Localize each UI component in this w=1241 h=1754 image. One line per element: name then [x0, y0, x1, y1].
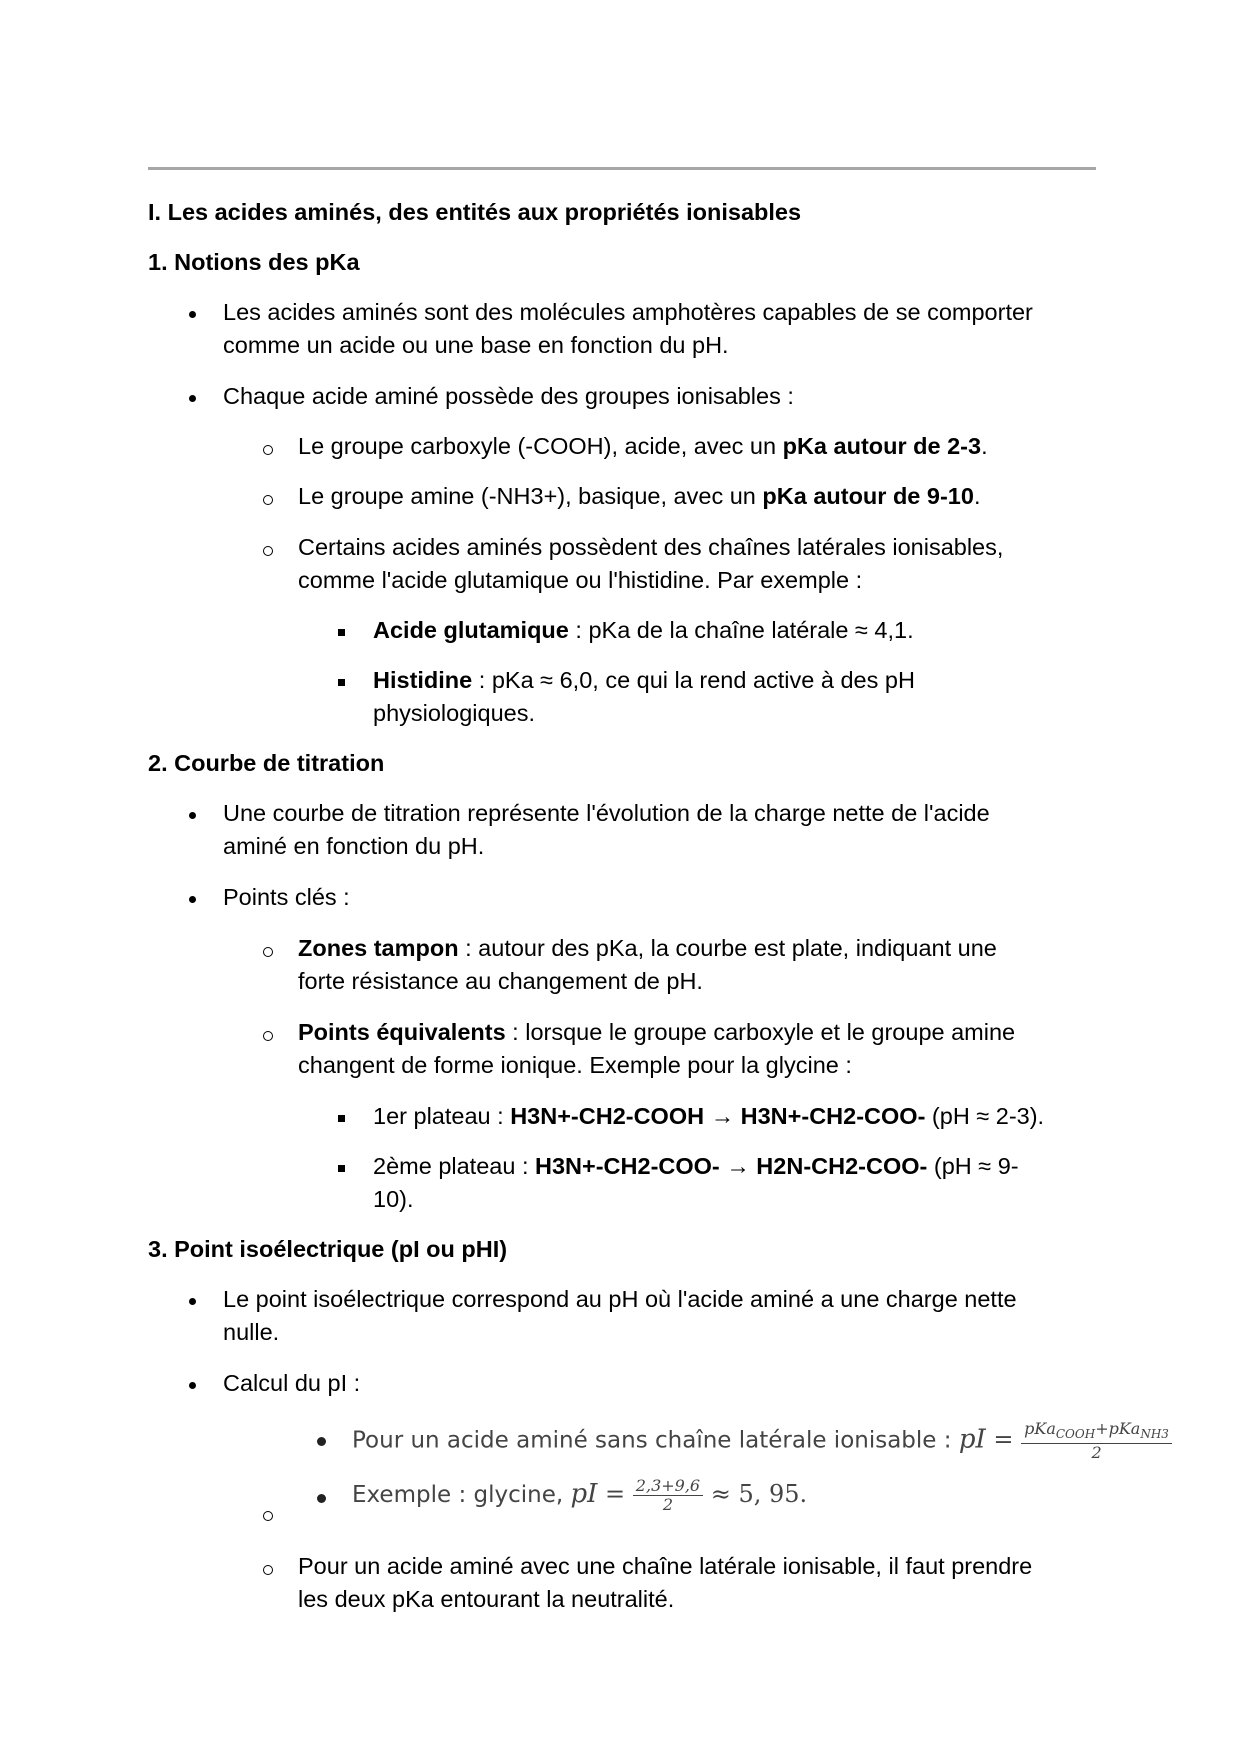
chaine-ionisable-line-2: les deux pKa entourant la neutralité.	[298, 1586, 675, 1612]
circle-bullet-icon	[263, 947, 273, 957]
zones-tampon-line-1: Zones tampon : autour des pKa, la courbe est plate, indiquant une	[298, 935, 997, 961]
plateau-1: 1er plateau : H3N+-CH2-COOH → H3N+-CH2-COO- (pH ≈ 2-3).	[373, 1103, 1045, 1129]
zones-tampon-line-2: forte résistance au changement de pH.	[298, 968, 703, 994]
pka-bullet-2: Chaque acide aminé possède des groupes ionisables :	[223, 383, 794, 409]
bullet-icon	[189, 896, 196, 903]
circle-bullet-icon	[263, 1031, 273, 1041]
circle-bullet-icon	[263, 1511, 273, 1521]
image-bullet-icon	[317, 1437, 326, 1446]
points-equivalents-line-2: changent de forme ionique. Exemple pour la glycine :	[298, 1052, 852, 1078]
pi-bullet-1-line-2: nulle.	[223, 1319, 280, 1345]
histidine-item-line-2: physiologiques.	[373, 700, 535, 726]
titration-bullet-1-line-2: aminé en fonction du pH.	[223, 833, 485, 859]
plateau-2-line-1: 2ème plateau : H3N+-CH2-COO- → H2N-CH2-COO- (pH ≈ 9-	[373, 1153, 1019, 1179]
section-title: I. Les acides aminés, des entités aux propriétés ionisables	[148, 199, 802, 225]
plateau-2-line-2: 10).	[373, 1186, 414, 1212]
glutamique-item: Acide glutamique : pKa de la chaîne latérale ≈ 4,1.	[373, 617, 914, 643]
pi-bullet-2: Calcul du pI :	[223, 1370, 361, 1396]
chaine-ionisable-line-1: Pour un acide aminé avec une chaîne latérale ionisable, il faut prendre	[298, 1553, 1033, 1579]
carboxyle-item: Le groupe carboxyle (-COOH), acide, avec un pKa autour de 2-3.	[298, 433, 988, 459]
circle-bullet-icon	[263, 546, 273, 556]
pka-bullet-1-line-1: Les acides aminés sont des molécules amphotères capables de se comporter	[223, 299, 1033, 325]
pi-formula-line: Pour un acide aminé sans chaîne latérale ionisable : pI = $\frac{pKa_{COOH}+pKa_{NH3}}{2}$	[352, 1420, 1182, 1462]
square-bullet-icon	[338, 679, 345, 686]
amine-item: Le groupe amine (-NH3+), basique, avec un pKa autour de 9-10.	[298, 483, 981, 509]
square-bullet-icon	[338, 1115, 345, 1122]
bullet-icon	[189, 311, 196, 318]
bullet-icon	[189, 812, 196, 819]
horizontal-rule	[148, 167, 1096, 170]
square-bullet-icon	[338, 629, 345, 636]
circle-bullet-icon	[263, 1565, 273, 1575]
subsection-title-pi: 3. Point isoélectrique (pI ou pHI)	[148, 1236, 508, 1262]
histidine-item-line-1: Histidine : pKa ≈ 6,0, ce qui la rend active à des pH	[373, 667, 915, 693]
subsection-title-pka: 1. Notions des pKa	[148, 249, 360, 275]
subsection-title-titration: 2. Courbe de titration	[148, 750, 385, 776]
bullet-icon	[189, 1298, 196, 1305]
bullet-icon	[189, 395, 196, 402]
circle-bullet-icon	[263, 445, 273, 455]
square-bullet-icon	[338, 1165, 345, 1172]
pi-bullet-1-line-1: Le point isoélectrique correspond au pH où l'acide aminé a une charge nette	[223, 1286, 1017, 1312]
titration-bullet-1-line-1: Une courbe de titration représente l'évolution de la charge nette de l'acide	[223, 800, 990, 826]
bullet-icon	[189, 1382, 196, 1389]
image-bullet-icon	[317, 1494, 326, 1503]
chaines-laterales-line-2: comme l'acide glutamique ou l'histidine. Par exemple :	[298, 567, 863, 593]
glycine-example-line: Exemple : glycine, pI = $\frac{2,3+9,6}{2}$ ≈ 5, 95.	[352, 1476, 808, 1514]
titration-bullet-2: Points clés :	[223, 884, 350, 910]
circle-bullet-icon	[263, 495, 273, 505]
points-equivalents-line-1: Points équivalents : lorsque le groupe carboxyle et le groupe amine	[298, 1019, 1016, 1045]
chaines-laterales-line-1: Certains acides aminés possèdent des chaînes latérales ionisables,	[298, 534, 1004, 560]
pka-bullet-1-line-2: comme un acide ou une base en fonction du pH.	[223, 332, 729, 358]
